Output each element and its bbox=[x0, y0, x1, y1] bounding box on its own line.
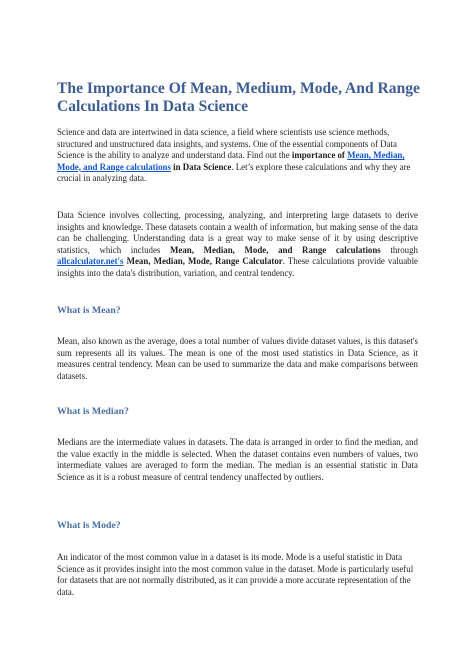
intro-text-1: Science and data are intertwined in data science, a field where scientists use science methods, structured and unstructured data insights, and systems. One of the essential components of Data Science is the ability to analyze and understand data. Find out the bbox=[57, 127, 397, 161]
intro-bold-1: importance of bbox=[291, 150, 348, 161]
page-title: The Importance Of Mean, Medium, Mode, And Range Calculations In Data Science bbox=[57, 80, 420, 115]
para2-bold-2: Mean, Median, Mode, Range Calculator bbox=[123, 256, 283, 267]
section-heading-mode: What is Mode? bbox=[57, 520, 121, 531]
para2-text-3: . These calculations provide valuable insights into the data's distribution, variation, and central tendency. bbox=[57, 256, 418, 278]
section-body-mode: An indicator of the most common value in a dataset is its mode. Mode is a useful statistic in Data Science as it provides insight into the most common value in the dataset. Mode is particularly useful for datasets that are not normally distributed, as it can provide a more accurate representation of the data. bbox=[57, 552, 414, 597]
data-science-paragraph bbox=[57, 210, 418, 279]
para2-text-2: through bbox=[380, 244, 418, 255]
section-body-median: Medians are the intermediate values in datasets. The data is arranged in order to find the median, and the value exactly in the middle is selected. When the dataset contains even numbers of values, two intermediate values are averaged to form the median. The median is an essential statistic in Data Science as it is a robust measure of central tendency unaffected by outliers. bbox=[57, 437, 418, 482]
allcalculator-link[interactable]: allcalculator.net's bbox=[57, 256, 124, 267]
section-heading-mean: What is Mean? bbox=[57, 305, 121, 316]
section-body-mean: Mean, also known as the average, does a total number of values divide dataset values, is this dataset's sum represents all its values. The mean is one of the most used statistics in Data Science, as it measures central tendency. Mean can be used to summarize the data and make comparisons between datasets. bbox=[57, 336, 418, 381]
para2-bold-1: Mean, Median, Mode, and Range calculations bbox=[170, 244, 381, 255]
mean-median-mode-range-link[interactable]: Mean, Median, Mode, and Range calculations bbox=[57, 150, 405, 172]
intro-bold-2: in Data Science bbox=[170, 161, 232, 172]
intro-text-2: . Let’s explore these calculations and why they are crucial in analyzing data. bbox=[57, 161, 411, 184]
intro-paragraph bbox=[57, 127, 418, 185]
para2-text-1: Data Science involves collecting, processing, analyzing, and interpreting large datasets to derive insights and knowledge. These datasets contain a wealth of information, but making sense of the data can be challenging. Understanding data is a great way to make sense of it by using descriptive statistics, which includes bbox=[57, 210, 418, 255]
section-heading-median: What is Median? bbox=[57, 406, 129, 417]
